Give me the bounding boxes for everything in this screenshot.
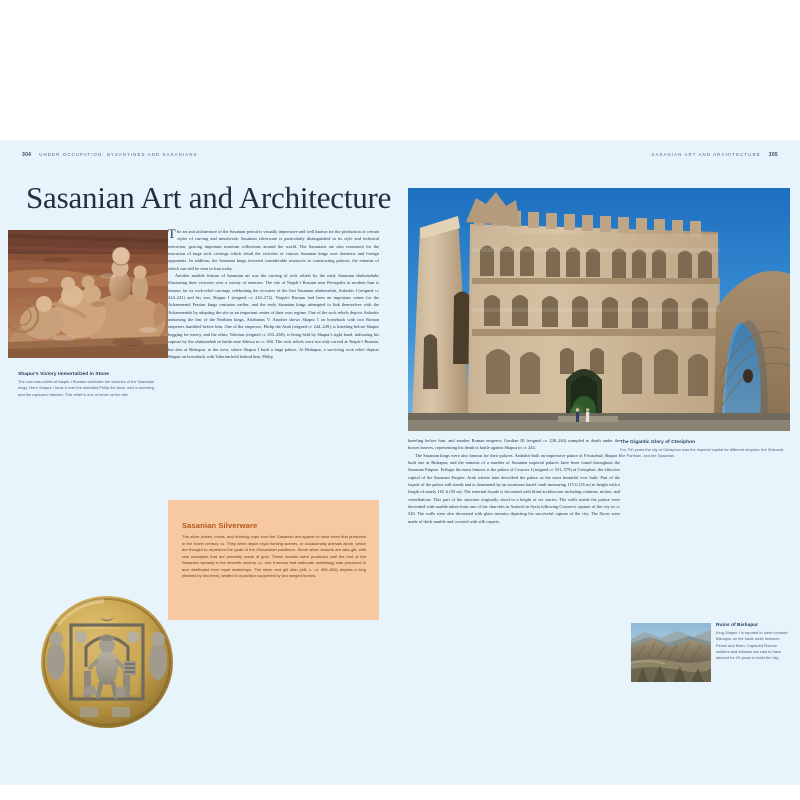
paragraph-palaces: The Sasanian kings were also famous for their palaces. Ardashir built an impressive palace at Firuzabad, Shapur I built one at Bishapur, and the remains of a number of Sasanian imperial palaces have been found throughout the Sasanian Empire. Perhaps the most famous is the palace of Crusoes I (reigned ce 531–579) at Ctesiphon, the effective capital of the Sasanian Empire. Arab writers later described the palace as the most beautiful ever built. Part of the façade of the palace still stands and is dominated by an enormous barrel vault measuring 115 ft (35 m) in height with a length of nearly 165 ft (50 m). The external façade is decorated with blind architecture including columns, niches, and crenellations. This part of the structure originally stood to a height of six stories. The walls inside the palace were decorated with marble taken from one of the churches in Antioch in Syria following Crusoes's capture of the city in ce 540. The walls were also decorated with glass mosaics depicting his successful capture of the city. The floors were made of thick marble and covered with silk carpets.	[408, 452, 620, 524]
ctesiphon-image	[408, 188, 790, 431]
ctesiphon-caption-title: The Gigantic Glory of Ctesiphon	[620, 440, 696, 445]
paragraph-intro	[168, 228, 379, 272]
drop-cap: T	[168, 227, 176, 241]
feature-box-title: Sasanian Silverware	[182, 521, 258, 530]
running-head-right	[643, 152, 778, 158]
bishapur-caption-body: King Shapur I is reputed to have founded Bishapur on the trade route between Persis and Elam. Captured Roman soldiers and artisans are said to have labored for 20 years to build the city.	[716, 630, 788, 660]
rock-relief-image	[8, 230, 168, 358]
running-head-right-text: SASANIAN ART AND ARCHITECTURE	[651, 152, 761, 157]
ctesiphon-caption-body: For 700 years the city of Ctesiphon was the imperial capital for different empires: the Seleucid, the Parthian, and the Sasanian.	[620, 447, 785, 459]
bishapur-image	[631, 623, 711, 682]
taq-kasra-illustration	[408, 188, 790, 431]
feature-box-body: The silver plates, bowls, and drinking cups from the Sasanian era appear to have been first produced in the fourth century ce. They often depict royal hunting scenes, or occasionally animals alone, which are thought to represent the gods of the Zoroastrian pantheon. Some silver vessels are also gilt, with rare examples that are primarily made of gold. These vessels were produced until the end of the Sasanian dynasty in the seventh century ce, and it seems that elaborate metallurgy was produced in and distributed from royal workshops. The silver and gilt dish (left, c. ce 300–600) depicts a king (flanked by two ibex), seated in a pavilion supported by two winged horses.	[182, 534, 367, 579]
book-spread-page	[0, 140, 800, 785]
paragraph-intro-text: he art and architecture of the Sasanian period is visually impressive and well known for the production of certain styles of carving and metalwork. Sasanian silverware is particularly distinguished in its style and technical execution, gracing important museum collections around the world. The Sasanians are also renowned for the execution of large rock carvings which detail the victories of various Sasanian kings over domestic and foreign opponents. In addition, the Sasanian kings invested considerable resources in constructing palaces, the remains of which can still be seen in Iran today.	[168, 229, 379, 271]
ctesiphon-caption	[620, 440, 790, 460]
body-column-right	[408, 437, 620, 525]
paragraph-gordian: kneeling before him, and another Roman emperor, Gordian III (reigned ce 238–244) trampled to death under the horses hooves, representing his death in battle against Shapur in ce 244.	[408, 438, 620, 451]
folio-right: 305	[768, 152, 778, 158]
rock-relief-caption	[18, 372, 158, 398]
silver-dish-image	[40, 595, 174, 729]
running-head-left-text: UNDER OCCUPATION: BYZANTINES AND SASANIANS	[39, 152, 198, 157]
page-title: Sasanian Art and Architecture	[26, 180, 392, 215]
folio-left: 304	[22, 152, 32, 158]
bishapur-caption-title: Ruins of Bishapur	[716, 623, 759, 628]
running-head-left	[22, 152, 206, 158]
paragraph-rock-reliefs: Another notable feature of Sasanian art was the carving of rock reliefs by the early Sasanian shahanshahs illustrating their victories over a variety of enemies. The site of Naqsh-i Rustam near Persepolis in modern Iran is famous for its rock-relief carvings celebrating the victories of the first Sasanian shahanshah, Ardashir I (reigned ce 224–241) and his son, Shapur I (reigned ce 242–272). Naqsh-i Rustam had been an important center for the Achaemenid Persian kings centuries earlier, and the early Sasanian kings attempted to link themselves with the Achaemenids by adopting the site as an important center of their own regime. One of the rock reliefs depicts Ardashir unhorsing the last of the Parthian kings, Artabanus V. Another shows Shapur I on horseback with two Roman emperors humbled before him. One of the emperors, Philip the Arab (reigned ce 244–249), is kneeling before Shapur begging for mercy, and the other, Valerian (reigned ce 253–260), is being held by Shapur's right hand, indicating his capture by the shahanshah in battle near Edessa in ce 260. The rock reliefs were not only carved at Naqsh-i Rustam, but also at Bishapur, to the west, where Shapur I built a large palace. At Bishapur, a surviving rock relief depicts Shapur on horseback with Valerian held behind him, Philip	[168, 273, 380, 359]
bishapur-caption	[716, 623, 791, 661]
silver-dish-illustration	[40, 595, 174, 729]
rock-relief-caption-body: The rock bas-reliefs at Naqsh-i Rustam celebrate the victories of the Sasanian kings. Here Shapur I lords it over the defeated Philip the Arab, who is kneeling, and the captured Valerian. This relief is one of seven at the site.	[18, 379, 156, 397]
rock-relief-illustration	[8, 230, 168, 358]
rock-relief-caption-title: Shapur's Victory Immortalized in Stone	[18, 372, 109, 377]
body-column-left	[168, 228, 379, 360]
bishapur-landscape-illustration	[631, 623, 711, 682]
